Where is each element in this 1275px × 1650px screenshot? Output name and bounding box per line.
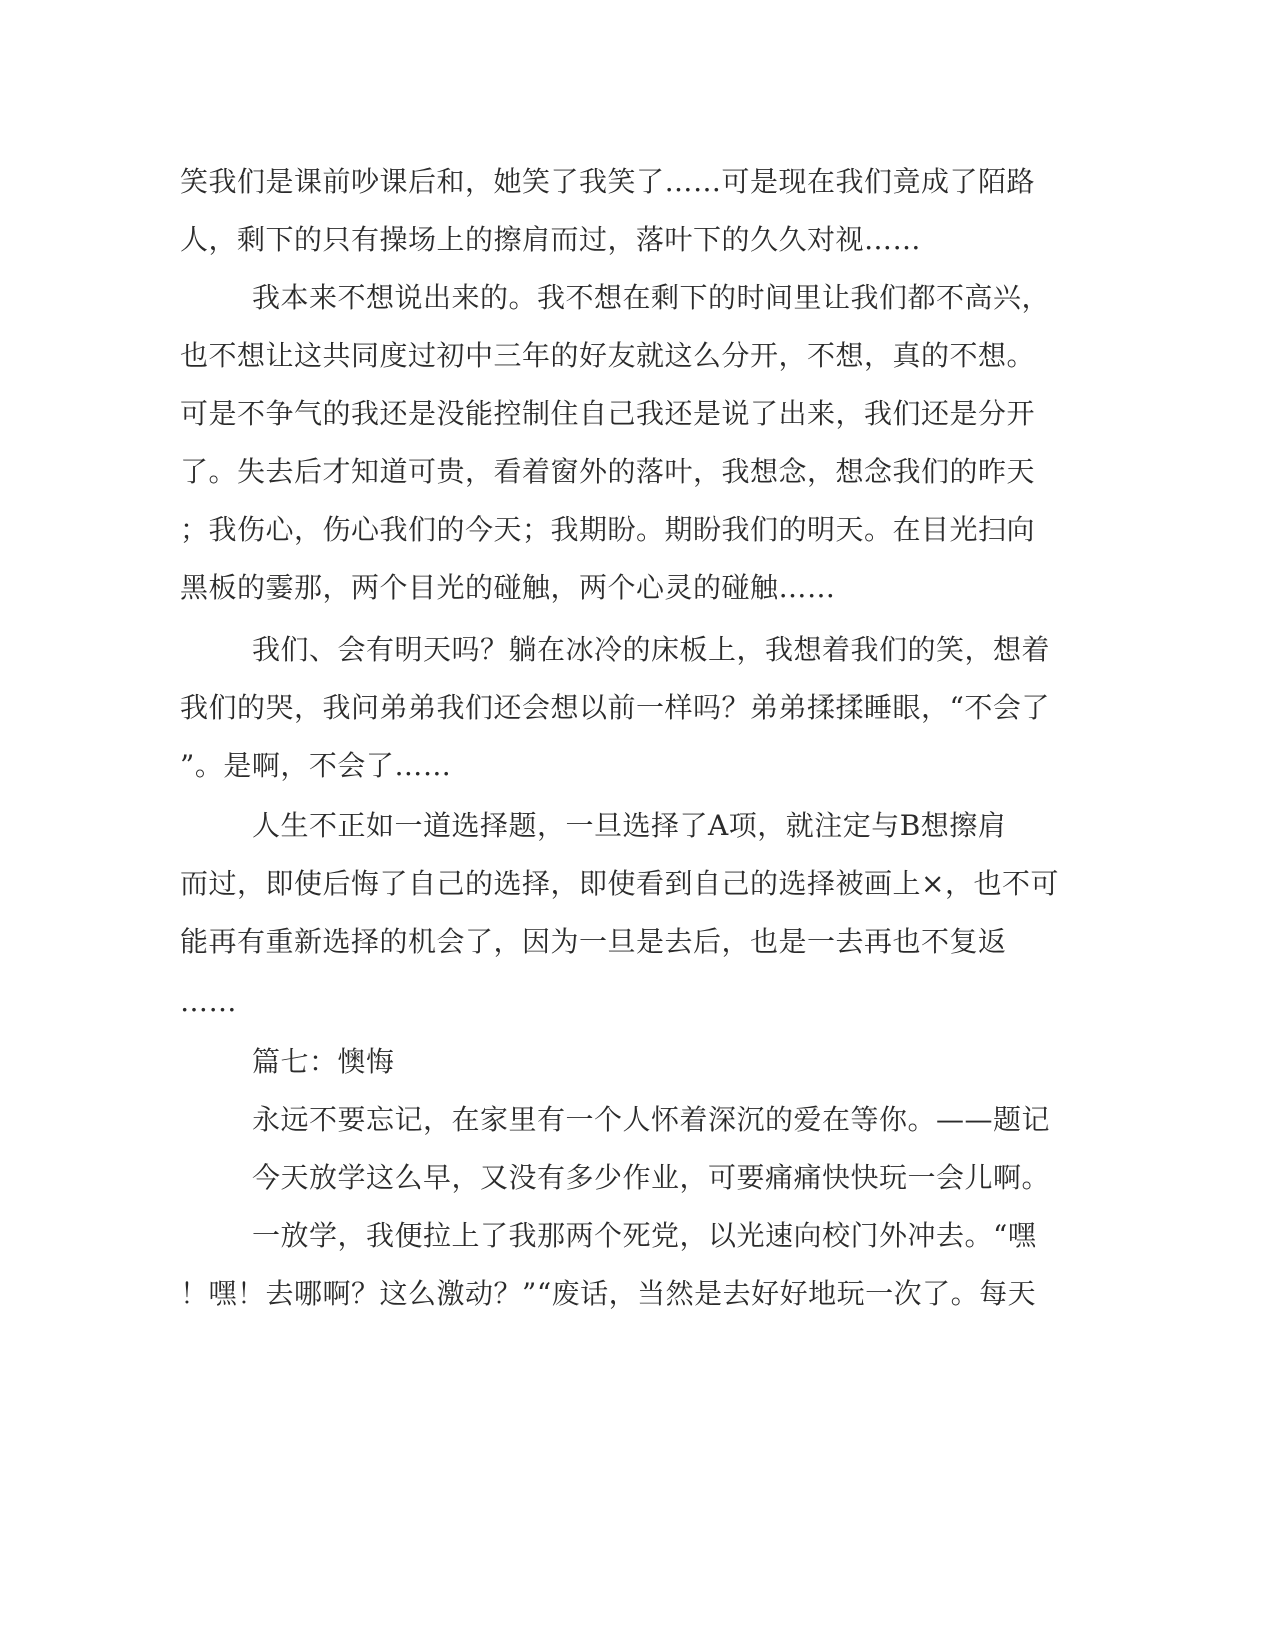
text-line: 了。失去后才知道可贵，看着窗外的落叶，我想念，想念我们的昨天 xyxy=(180,455,1036,488)
paragraph-start: 一放学，我便拉上了我那两个死党，以光速向校门外冲去。“嘿 xyxy=(252,1219,1037,1252)
text-line: 能再有重新选择的机会了，因为一旦是去后，也是一去再也不复返 xyxy=(180,925,1007,958)
text-line: …… xyxy=(180,985,237,1018)
text-line: 也不想让这共同度过初中三年的好友就这么分开，不想，真的不想。 xyxy=(180,339,1036,372)
text-line: 人，剩下的只有操场上的擦肩而过，落叶下的久久对视…… xyxy=(180,223,922,256)
text-line: ；我伤心，伤心我们的今天；我期盼。期盼我们的明天。在目光扫向 xyxy=(180,513,1036,546)
paragraph-start: 人生不正如一道选择题，一旦选择了A项，就注定与B想擦肩 xyxy=(252,809,1007,842)
text-line: 黑板的霎那，两个目光的碰触，两个心灵的碰触…… xyxy=(180,571,836,604)
epigraph: 永远不要忘记，在家里有一个人怀着深沉的爱在等你。——题记 xyxy=(252,1103,1051,1136)
text-line: 我们的哭，我问弟弟我们还会想以前一样吗？弟弟揉揉睡眼，“不会了 xyxy=(180,691,1050,724)
paragraph-start: 我本来不想说出来的。我不想在剩下的时间里让我们都不高兴， xyxy=(252,281,1051,314)
text-line: 笑我们是课前吵课后和，她笑了我笑了……可是现在我们竟成了陌路 xyxy=(180,165,1036,198)
paragraph-start: 今天放学这么早，又没有多少作业，可要痛痛快快玩一会儿啊。 xyxy=(252,1161,1051,1194)
text-line: 而过，即使后悔了自己的选择，即使看到自己的选择被画上×，也不可 xyxy=(180,867,1059,900)
text-line: 可是不争气的我还是没能控制住自己我还是说了出来，我们还是分开 xyxy=(180,397,1036,430)
text-line: ”。是啊，不会了…… xyxy=(180,749,452,782)
text-line: ！嘿！去哪啊？这么激动？”“废话，当然是去好好地玩一次了。每天 xyxy=(180,1277,1037,1310)
section-heading: 篇七：懊悔 xyxy=(252,1045,395,1078)
paragraph-start: 我们、会有明天吗？躺在冰冷的床板上，我想着我们的笑，想着 xyxy=(252,633,1051,666)
